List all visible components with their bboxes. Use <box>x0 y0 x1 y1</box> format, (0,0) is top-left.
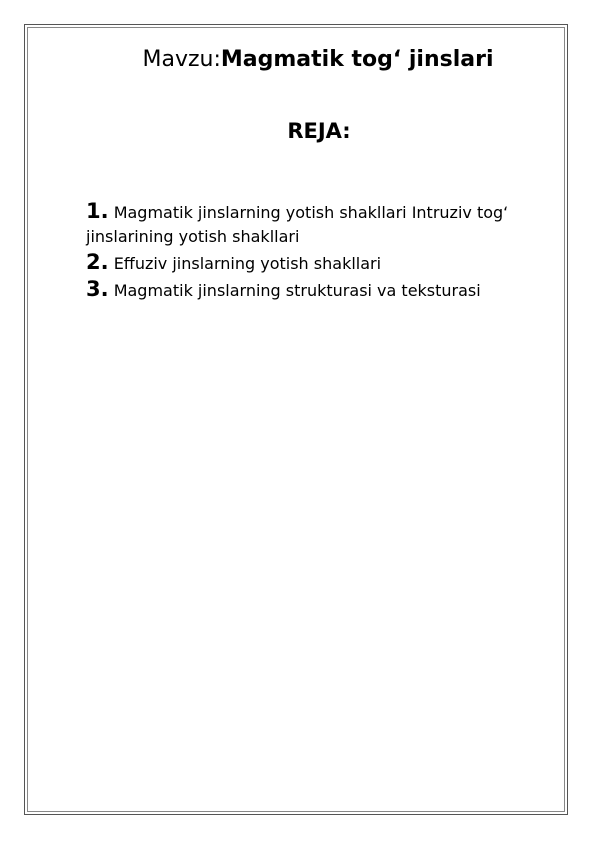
plan-item <box>86 277 536 303</box>
plan-item-text: Effuziv jinslarning yotish shakllari <box>113 254 382 273</box>
plan-item-number: 2. <box>86 250 109 274</box>
plan-item-number: 3. <box>86 277 109 301</box>
plan-item-text: Magmatik jinslarning strukturasi va teksturasi <box>113 281 481 300</box>
page-title <box>0 47 596 72</box>
plan-heading: REJA: <box>287 119 351 143</box>
plan-item <box>86 199 536 249</box>
plan-item-text: Magmatik jinslarning yotish shakllari Intruziv tog‘ jinslarining yotish shakllari <box>86 203 509 246</box>
plan-item <box>86 250 536 276</box>
title-topic: Magmatik tog‘ jinslari <box>220 47 494 72</box>
title-prefix: Mavzu: <box>142 47 221 72</box>
plan-item-number: 1. <box>86 199 109 223</box>
plan-list <box>86 199 536 304</box>
